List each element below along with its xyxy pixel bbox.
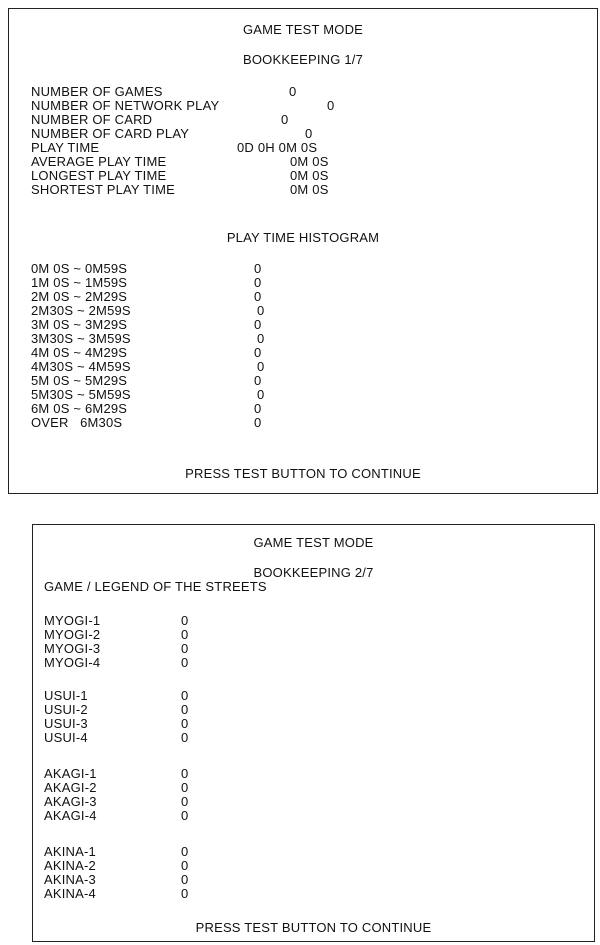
histogram-row-label: 4M30S ~ 4M59S <box>31 359 131 374</box>
screen-subtitle: BOOKKEEPING 1/7 <box>242 52 364 67</box>
course-row-label: AKAGI-4 <box>44 808 97 823</box>
histogram-row-value: 0 <box>254 275 262 290</box>
histogram-row-value: 0 <box>254 345 262 360</box>
course-row-label: MYOGI-1 <box>44 613 101 628</box>
histogram-row-label: 2M30S ~ 2M59S <box>31 303 131 318</box>
stat-row-value: 0M 0S <box>290 182 329 197</box>
bookkeeping-screen-2 <box>32 524 595 942</box>
histogram-row-label: 1M 0S ~ 1M59S <box>31 275 128 290</box>
course-row-label: AKINA-4 <box>44 886 96 901</box>
histogram-row-value: 0 <box>257 359 265 374</box>
stat-row-value: 0 <box>305 126 313 141</box>
histogram-row-label: 4M 0S ~ 4M29S <box>31 345 128 360</box>
continue-prompt: PRESS TEST BUTTON TO CONTINUE <box>195 920 432 935</box>
course-row-value: 0 <box>181 613 189 628</box>
histogram-row-label: OVER 6M30S <box>31 415 123 430</box>
course-row-value: 0 <box>181 780 189 795</box>
course-row-label: USUI-2 <box>44 702 88 717</box>
stat-row-value: 0 <box>281 112 289 127</box>
stat-row-label: NUMBER OF CARD PLAY <box>31 126 190 141</box>
course-row-value: 0 <box>181 655 189 670</box>
stat-row-label: NUMBER OF CARD <box>31 112 153 127</box>
course-row-label: USUI-3 <box>44 716 88 731</box>
course-row-label: MYOGI-3 <box>44 641 101 656</box>
course-row-value: 0 <box>181 794 189 809</box>
histogram-title: PLAY TIME HISTOGRAM <box>226 230 380 245</box>
histogram-row-label: 5M 0S ~ 5M29S <box>31 373 128 388</box>
course-row-value: 0 <box>181 716 189 731</box>
course-row-label: AKINA-2 <box>44 858 96 873</box>
course-row-value: 0 <box>181 872 189 887</box>
course-row-value: 0 <box>181 730 189 745</box>
course-row-value: 0 <box>181 886 189 901</box>
stat-row-value: 0D 0H 0M 0S <box>237 140 318 155</box>
histogram-row-value: 0 <box>257 387 265 402</box>
bookkeeping-screen-1 <box>8 8 598 494</box>
screen-subtitle: BOOKKEEPING 2/7 <box>253 565 374 580</box>
course-row-label: MYOGI-2 <box>44 627 101 642</box>
histogram-row-value: 0 <box>254 261 262 276</box>
histogram-row-label: 2M 0S ~ 2M29S <box>31 289 128 304</box>
section-label: GAME / LEGEND OF THE STREETS <box>44 579 267 594</box>
course-row-label: AKAGI-1 <box>44 766 97 781</box>
histogram-row-value: 0 <box>257 303 265 318</box>
histogram-row-value: 0 <box>254 373 262 388</box>
course-row-value: 0 <box>181 858 189 873</box>
stat-row-label: NUMBER OF GAMES <box>31 84 163 99</box>
course-row-label: MYOGI-4 <box>44 655 101 670</box>
course-row-value: 0 <box>181 641 189 656</box>
course-row-label: AKAGI-3 <box>44 794 97 809</box>
stat-row-value: 0 <box>289 84 297 99</box>
course-row-label: USUI-4 <box>44 730 88 745</box>
screen-title: GAME TEST MODE <box>242 22 364 37</box>
stat-row-label: AVERAGE PLAY TIME <box>31 154 167 169</box>
course-row-value: 0 <box>181 702 189 717</box>
histogram-row-value: 0 <box>254 289 262 304</box>
histogram-row-value: 0 <box>254 415 262 430</box>
histogram-row-label: 3M 0S ~ 3M29S <box>31 317 128 332</box>
course-row-value: 0 <box>181 808 189 823</box>
course-row-label: AKAGI-2 <box>44 780 97 795</box>
stat-row-value: 0 <box>327 98 335 113</box>
histogram-row-label: 0M 0S ~ 0M59S <box>31 261 128 276</box>
course-row-value: 0 <box>181 627 189 642</box>
course-row-value: 0 <box>181 766 189 781</box>
histogram-row-value: 0 <box>257 331 265 346</box>
histogram-row-label: 3M30S ~ 3M59S <box>31 331 131 346</box>
course-row-label: USUI-1 <box>44 688 88 703</box>
histogram-row-label: 5M30S ~ 5M59S <box>31 387 131 402</box>
course-row-value: 0 <box>181 688 189 703</box>
course-row-label: AKINA-1 <box>44 844 96 859</box>
stat-row-value: 0M 0S <box>290 154 329 169</box>
stat-row-label: SHORTEST PLAY TIME <box>31 182 175 197</box>
stat-row-label: PLAY TIME <box>31 140 100 155</box>
stat-row-label: LONGEST PLAY TIME <box>31 168 167 183</box>
stat-row-label: NUMBER OF NETWORK PLAY <box>31 98 220 113</box>
course-row-label: AKINA-3 <box>44 872 96 887</box>
histogram-row-value: 0 <box>254 401 262 416</box>
course-row-value: 0 <box>181 844 189 859</box>
histogram-row-label: 6M 0S ~ 6M29S <box>31 401 128 416</box>
histogram-row-value: 0 <box>254 317 262 332</box>
stat-row-value: 0M 0S <box>290 168 329 183</box>
screen-title: GAME TEST MODE <box>253 535 374 550</box>
continue-prompt: PRESS TEST BUTTON TO CONTINUE <box>185 466 421 481</box>
